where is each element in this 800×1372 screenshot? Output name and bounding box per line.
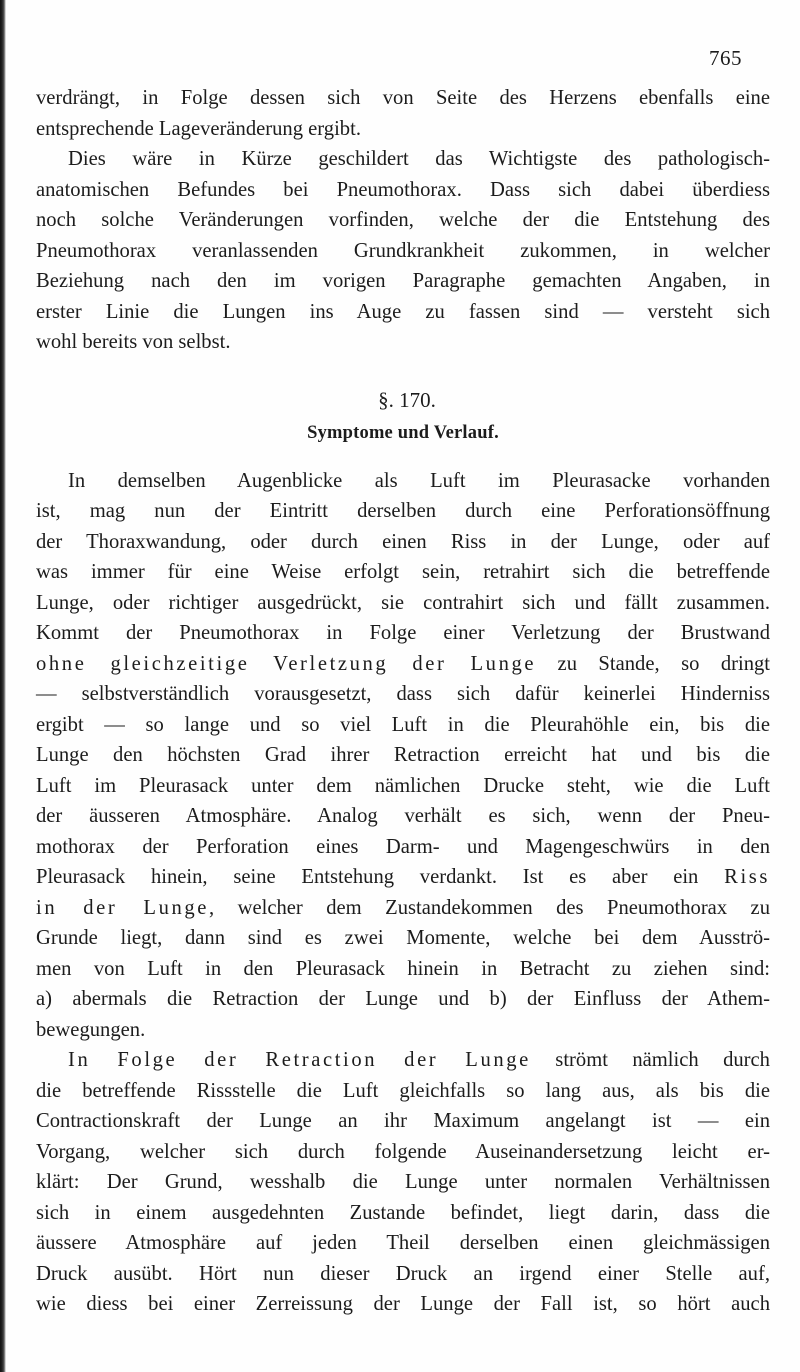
text-line: Kommt der Pneumothorax in Folge einer Verletzung der Brustwand — [36, 622, 770, 644]
text-line: entsprechende Lageveränderung ergibt. — [36, 117, 361, 140]
text-fragment: Pleurasack hinein, seine Entstehung verdankt. Ist es aber ein — [36, 866, 725, 888]
text-line: sich in einem ausgedehnten Zustande befindet, liegt darin, dass die — [36, 1201, 770, 1224]
text-line: Vorgang, welcher sich durch folgende Auseinandersetzung leicht er- — [36, 1140, 770, 1163]
text-line: ist, mag nun der Eintritt derselben durch eine Perforationsöffnung — [36, 500, 770, 522]
text-line — [36, 893, 770, 924]
text-line: anatomischen Befundes bei Pneumothorax. Dass sich dabei überdiess — [36, 178, 770, 201]
text-line — [36, 862, 770, 893]
section-title: Symptome und Verlauf. — [307, 422, 499, 443]
text-line: a) abermals die Retraction der Lunge und b) der Einfluss der Athem- — [36, 988, 770, 1010]
text-line: wie diess bei einer Zerreissung der Lunge der Fall ist, so hört auch — [36, 1293, 770, 1315]
text-line: Dies wäre in Kürze geschildert das Wichtigste des pathologisch- — [68, 148, 770, 170]
text-line: Pneumothorax veranlassenden Grundkrankheit zukommen, in welcher — [36, 239, 770, 262]
text-line: der äusseren Atmosphäre. Analog verhält es sich, wenn der Pneu- — [36, 805, 770, 827]
text-line: die betreffende Rissstelle die Luft gleichfalls so lang aus, als bis die — [36, 1079, 770, 1102]
text-line: — selbstverständlich vorausgesetzt, dass sich dafür keinerlei Hinderniss — [36, 683, 770, 705]
text-line: klärt: Der Grund, wesshalb die Lunge unter normalen Verhältnissen — [36, 1171, 770, 1193]
binding-edge — [0, 0, 6, 1372]
emphasis-spaced: ohne gleichzeitige Verletzung der Lunge — [36, 652, 537, 675]
section-number: §. 170. — [378, 387, 436, 412]
text-line: men von Luft in den Pleurasack hinein in Betracht zu ziehen sind: — [36, 957, 770, 980]
text-line — [36, 649, 770, 680]
text-line: noch solche Veränderungen vorfinden, welche der die Entstehung des — [36, 209, 770, 231]
page-number: 765 — [709, 46, 742, 70]
text-line: erster Linie die Lungen ins Auge zu fassen sind — versteht sich — [36, 300, 770, 323]
emphasis-spaced: In Folge der Retraction der Lunge — [68, 1049, 531, 1071]
text-fragment: strömt nämlich durch — [530, 1049, 770, 1071]
emphasis-spaced: in der Lunge — [36, 896, 210, 919]
text-line: In demselben Augenblicke als Luft im Pleurasacke vorhanden — [68, 469, 770, 492]
paragraph-main — [36, 466, 770, 1046]
text-line: Druck ausübt. Hört nun dieser Druck an irgend einer Stelle auf, — [36, 1262, 770, 1285]
text-line: bewegungen. — [36, 1018, 146, 1041]
text-line: mothorax der Perforation eines Darm- und Magengeschwürs in den — [36, 835, 770, 858]
text-line: was immer für eine Weise erfolgt sein, retrahirt sich die betreffende — [36, 561, 770, 583]
text-line: Lunge, oder richtiger ausgedrückt, sie contrahirt sich und fällt zusammen. — [36, 591, 770, 614]
paragraph-intro — [36, 83, 770, 144]
text-line: Beziehung nach den im vorigen Paragraphe gemachten Angaben, in — [36, 270, 770, 292]
text-line: der Thoraxwandung, oder durch einen Riss in der Lunge, oder auf — [36, 530, 770, 553]
text-line: äussere Atmosphäre auf jeden Theil derselben einen gleichmässigen — [36, 1232, 770, 1254]
text-line: Contractionskraft der Lunge an ihr Maximum angelangt ist — ein — [36, 1110, 770, 1132]
text-line — [36, 1045, 770, 1076]
text-line: verdrängt, in Folge dessen sich von Seite des Herzens ebenfalls eine — [36, 87, 770, 109]
text-column — [36, 83, 770, 1320]
paragraph-summary — [36, 144, 770, 358]
text-line: wohl bereits von selbst. — [36, 331, 231, 353]
text-fragment: , welcher dem Zustandekommen des Pneumothorax zu — [209, 896, 770, 919]
paragraph-retraction — [36, 1045, 770, 1320]
text-line: Luft im Pleurasack unter dem nämlichen Drucke steht, wie die Luft — [36, 774, 770, 797]
text-line: Lunge den höchsten Grad ihrer Retraction erreicht hat und bis die — [36, 744, 770, 766]
text-line: ergibt — so lange und so viel Luft in die Pleurahöhle ein, bis die — [36, 713, 770, 736]
text-fragment: zu Stande, so dringt — [536, 652, 771, 675]
emphasis-spaced: Riss — [724, 866, 770, 888]
text-line: Grunde liegt, dann sind es zwei Momente, welche bei dem Ausströ- — [36, 927, 770, 949]
